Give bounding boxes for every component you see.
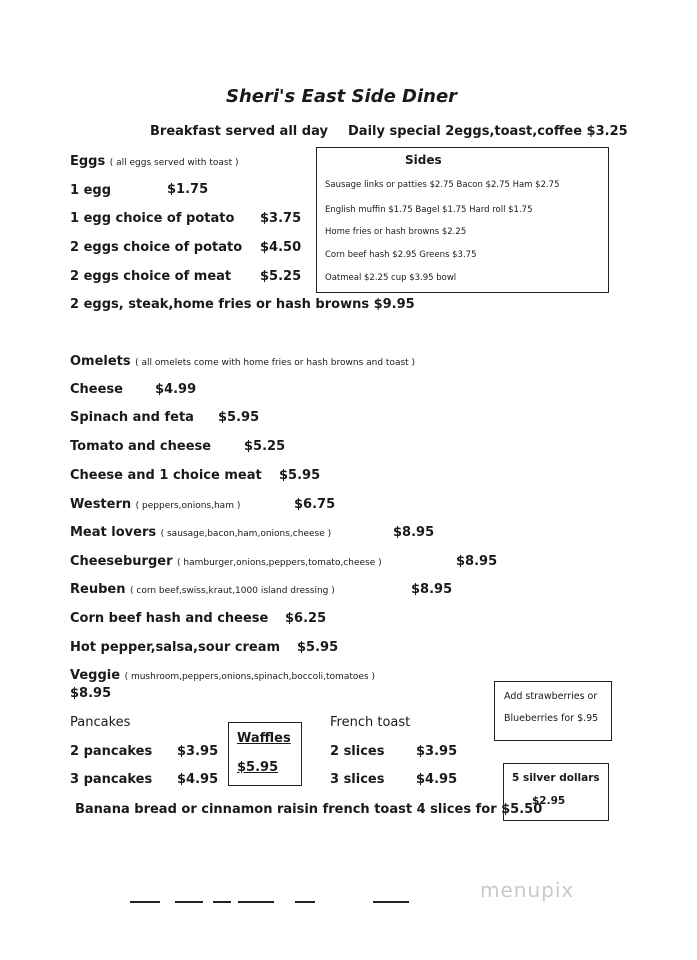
sides-heading: Sides bbox=[405, 153, 442, 167]
sides-line: Sausage links or patties $2.75 Bacon $2.75 Ham $2.75 bbox=[325, 180, 560, 190]
waffles-price: $5.95 bbox=[237, 760, 279, 775]
sides-box bbox=[316, 147, 609, 293]
omelet-item-note: ( sausage,bacon,ham,onions,cheese ) bbox=[160, 529, 332, 539]
silver-dollars-price: $2.95 bbox=[532, 795, 566, 807]
omelet-item bbox=[70, 555, 382, 568]
silver-dollars-label: 5 silver dollars bbox=[512, 772, 600, 784]
omelet-item bbox=[70, 526, 331, 539]
omelet-item bbox=[70, 498, 240, 511]
page-title: Sheri's East Side Diner bbox=[226, 86, 458, 107]
omelet-item-name: Corn beef hash and cheese bbox=[70, 611, 269, 626]
egg-item-price: $4.50 bbox=[260, 240, 302, 255]
eggs-heading bbox=[70, 155, 239, 168]
omelet-item-price: $5.95 bbox=[297, 640, 339, 655]
sides-line: Oatmeal $2.25 cup $3.95 bowl bbox=[325, 273, 457, 283]
eggs-note: ( all eggs served with toast ) bbox=[109, 158, 239, 168]
omelet-item-price: $8.95 bbox=[70, 686, 112, 701]
add-berries-line1: Add strawberries or bbox=[504, 691, 598, 702]
omelet-item-name: Spinach and feta bbox=[70, 410, 194, 425]
pancakes-heading: Pancakes bbox=[70, 715, 131, 730]
watermark: menupix bbox=[480, 878, 575, 902]
omelet-item bbox=[70, 669, 375, 682]
egg-item-name: 2 eggs choice of meat bbox=[70, 269, 232, 284]
omelet-item-name: Cheese and 1 choice meat bbox=[70, 468, 262, 483]
omelet-item-price: $5.95 bbox=[218, 410, 260, 425]
egg-item-name: 1 egg choice of potato bbox=[70, 211, 235, 226]
omelet-item-price: $8.95 bbox=[456, 554, 498, 569]
egg-item-price: $1.75 bbox=[167, 182, 209, 197]
scan-mark bbox=[130, 901, 160, 903]
omelet-item-name: Cheeseburger bbox=[70, 554, 173, 569]
omelet-item-price: $6.25 bbox=[285, 611, 327, 626]
waffles-heading: Waffles bbox=[237, 731, 291, 746]
omelet-item-name: Western bbox=[70, 497, 132, 512]
egg-item-name: 1 egg bbox=[70, 183, 111, 198]
omelet-item-name: Hot pepper,salsa,sour cream bbox=[70, 640, 281, 655]
omelet-item-price: $4.99 bbox=[155, 382, 197, 397]
scan-mark bbox=[238, 901, 274, 903]
pancake-item-price: $3.95 bbox=[177, 744, 219, 759]
omelet-item-price: $8.95 bbox=[393, 525, 435, 540]
egg-item-price: $5.25 bbox=[260, 269, 302, 284]
eggs-heading-label: Eggs bbox=[70, 154, 106, 169]
add-berries-box bbox=[494, 681, 612, 741]
omelet-item-price: $8.95 bbox=[411, 582, 453, 597]
banana-bread-line: Banana bread or cinnamon raisin french toast 4 slices for $5.50 bbox=[75, 802, 543, 817]
omelet-item-price: $5.25 bbox=[244, 439, 286, 454]
add-berries-line2: Blueberries for $.95 bbox=[504, 713, 599, 724]
omelet-item-note: ( peppers,onions,ham ) bbox=[135, 501, 241, 511]
omelet-item-price: $5.95 bbox=[279, 468, 321, 483]
scan-mark bbox=[213, 901, 231, 903]
pancake-item-name: 2 pancakes bbox=[70, 744, 153, 759]
scan-mark bbox=[295, 901, 315, 903]
omelets-heading bbox=[70, 355, 415, 368]
steak-eggs-line: 2 eggs, steak,home fries or hash browns $9.95 bbox=[70, 297, 415, 312]
pancake-item-price: $4.95 bbox=[177, 772, 219, 787]
omelet-item-name: Reuben bbox=[70, 582, 126, 597]
scan-mark bbox=[373, 901, 409, 903]
daily-special: Daily special 2eggs,toast,coffee $3.25 bbox=[348, 124, 628, 139]
sides-line: Home fries or hash browns $2.25 bbox=[325, 227, 467, 237]
omelets-heading-label: Omelets bbox=[70, 354, 131, 369]
french-toast-item-price: $3.95 bbox=[416, 744, 458, 759]
french-toast-item-price: $4.95 bbox=[416, 772, 458, 787]
french-toast-item-name: 3 slices bbox=[330, 772, 385, 787]
egg-item-price: $3.75 bbox=[260, 211, 302, 226]
omelet-item-note: ( mushroom,peppers,onions,spinach,boccoli,tomatoes ) bbox=[124, 672, 375, 682]
omelet-item-note: ( hamburger,onions,peppers,tomato,cheese ) bbox=[177, 558, 382, 568]
omelet-item-name: Meat lovers bbox=[70, 525, 157, 540]
waffles-box bbox=[228, 722, 302, 786]
omelet-item-note: ( corn beef,swiss,kraut,1000 island dressing ) bbox=[130, 586, 335, 596]
egg-item-name: 2 eggs choice of potato bbox=[70, 240, 243, 255]
breakfast-note: Breakfast served all day bbox=[150, 124, 328, 139]
omelet-item-name: Tomato and cheese bbox=[70, 439, 212, 454]
omelet-item-price: $6.75 bbox=[294, 497, 336, 512]
sides-line: Corn beef hash $2.95 Greens $3.75 bbox=[325, 250, 477, 260]
french-toast-item-name: 2 slices bbox=[330, 744, 385, 759]
french-toast-heading: French toast bbox=[330, 715, 411, 730]
sides-line: English muffin $1.75 Bagel $1.75 Hard roll $1.75 bbox=[325, 205, 533, 215]
omelet-item bbox=[70, 583, 335, 596]
omelet-item-name: Veggie bbox=[70, 668, 121, 683]
omelets-note: ( all omelets come with home fries or hash browns and toast ) bbox=[135, 358, 416, 368]
pancake-item-name: 3 pancakes bbox=[70, 772, 153, 787]
scan-mark bbox=[175, 901, 203, 903]
omelet-item-name: Cheese bbox=[70, 382, 123, 397]
